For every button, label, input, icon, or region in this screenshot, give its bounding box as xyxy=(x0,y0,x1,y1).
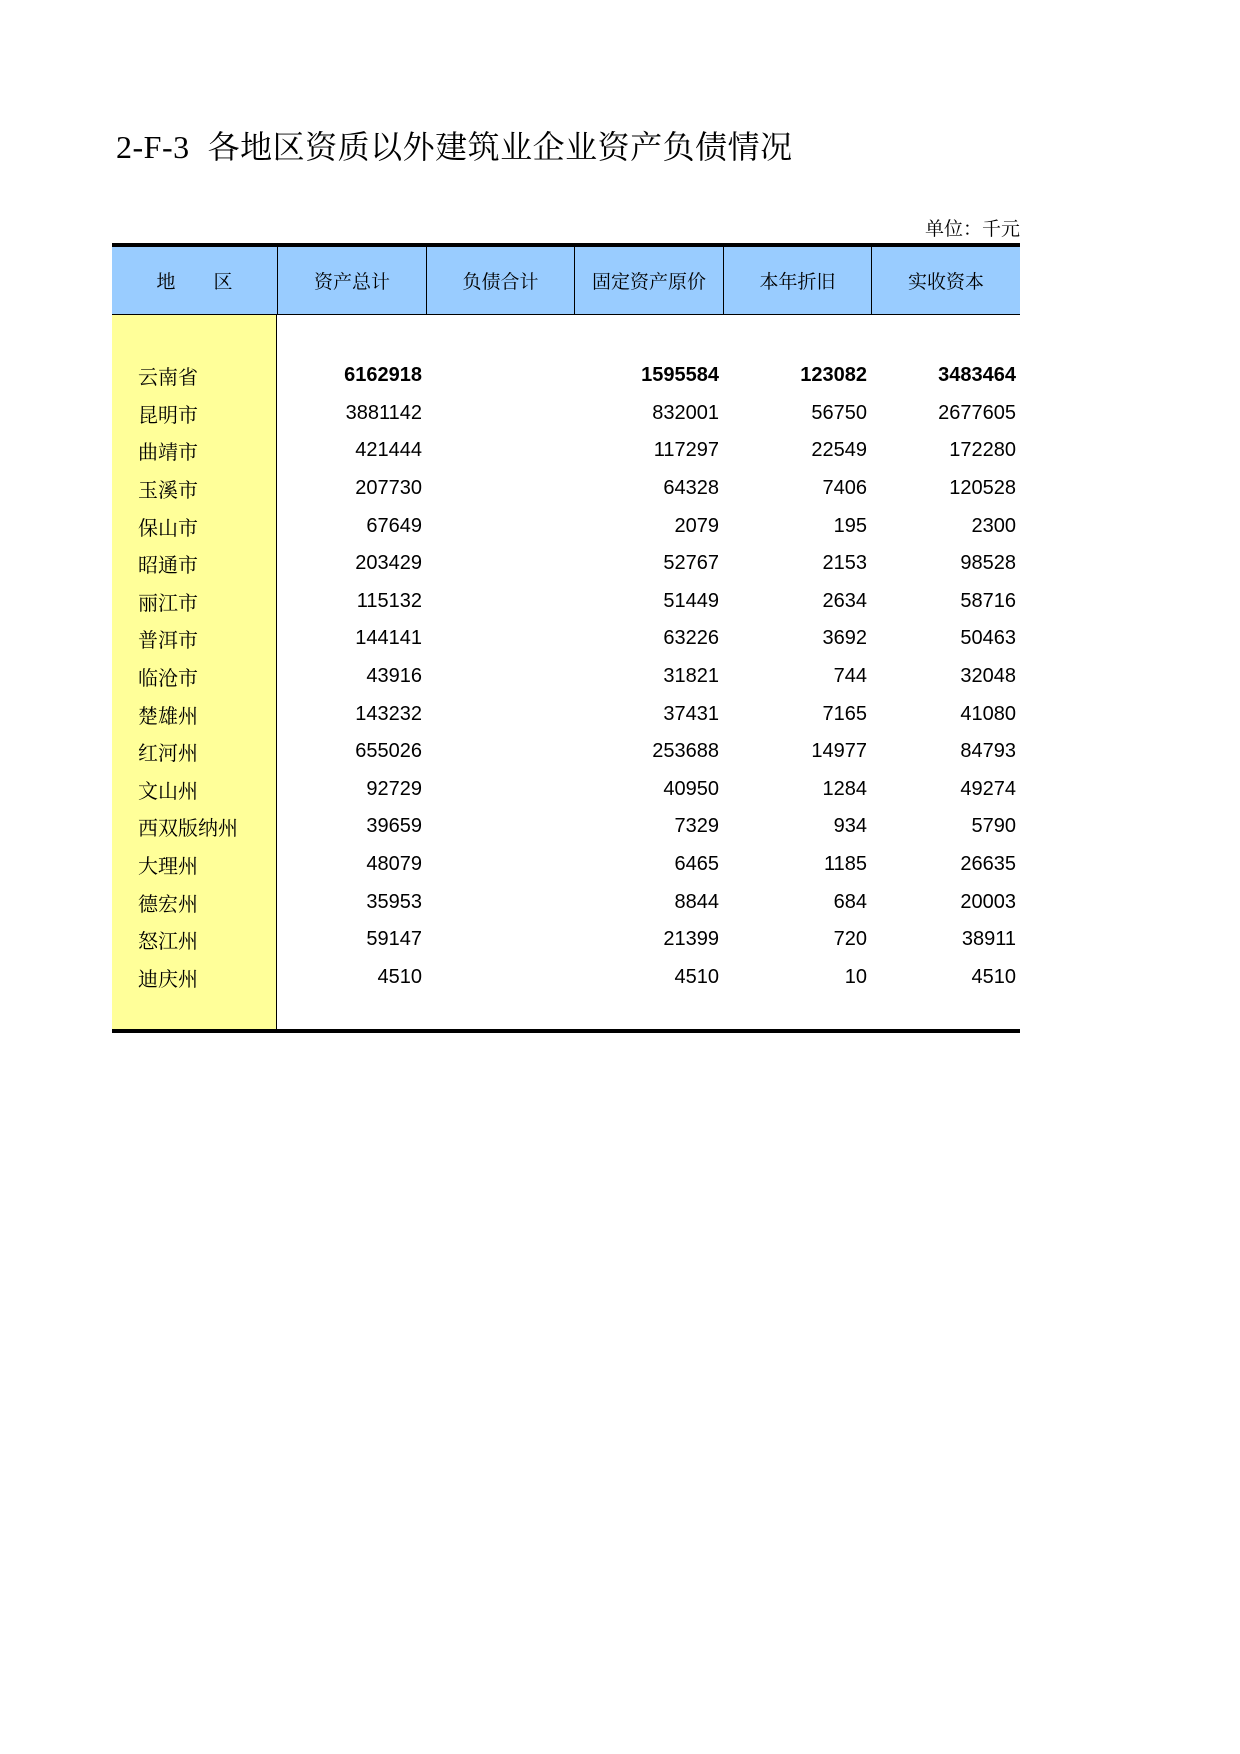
table-bottom-rule xyxy=(112,1029,1020,1033)
cell-depreciation-this-year: 684 xyxy=(833,890,867,913)
cell-paid-in-capital: 172280 xyxy=(949,439,1016,462)
cell-region: 曲靖市 xyxy=(138,440,198,465)
table-row xyxy=(112,620,1020,658)
cell-total-assets: 655026 xyxy=(355,740,422,763)
cell-paid-in-capital: 120528 xyxy=(949,477,1016,500)
header-paid-in-capital: 实收资本 xyxy=(871,247,1020,314)
cell-total-assets: 59147 xyxy=(366,928,422,951)
cell-fixed-assets-original: 21399 xyxy=(663,928,719,951)
cell-total-assets: 143232 xyxy=(355,702,422,725)
cell-fixed-assets-original: 4510 xyxy=(674,965,719,988)
cell-region: 玉溪市 xyxy=(138,478,198,503)
cell-depreciation-this-year: 22549 xyxy=(811,439,867,462)
cell-fixed-assets-original: 51449 xyxy=(663,589,719,612)
cell-fixed-assets-original: 117297 xyxy=(653,439,719,462)
cell-total-assets: 43916 xyxy=(366,665,422,688)
cell-total-assets: 203429 xyxy=(355,552,422,575)
cell-paid-in-capital: 2677605 xyxy=(938,401,1016,424)
cell-total-assets: 35953 xyxy=(366,890,422,913)
cell-paid-in-capital: 20003 xyxy=(960,890,1016,913)
cell-depreciation-this-year: 2634 xyxy=(822,589,867,612)
cell-paid-in-capital: 32048 xyxy=(960,665,1016,688)
unit-label: 单位：千元 xyxy=(924,218,1020,240)
cell-fixed-assets-original: 8844 xyxy=(674,890,719,913)
cell-total-assets: 67649 xyxy=(366,514,422,537)
cell-fixed-assets-original: 6465 xyxy=(674,853,719,876)
cell-region: 普洱市 xyxy=(138,628,198,653)
cell-fixed-assets-original: 31821 xyxy=(663,665,719,688)
cell-depreciation-this-year: 720 xyxy=(833,928,867,951)
cell-fixed-assets-original: 832001 xyxy=(652,401,719,424)
cell-paid-in-capital: 26635 xyxy=(960,853,1016,876)
cell-region: 昆明市 xyxy=(138,402,198,427)
cell-depreciation-this-year: 10 xyxy=(844,965,867,988)
cell-paid-in-capital: 2300 xyxy=(971,514,1016,537)
table-row xyxy=(112,695,1020,733)
cell-total-assets: 4510 xyxy=(377,965,422,988)
cell-fixed-assets-original: 40950 xyxy=(663,777,719,800)
cell-fixed-assets-original: 1595584 xyxy=(641,364,719,387)
cell-depreciation-this-year: 123082 xyxy=(800,364,867,387)
cell-fixed-assets-original: 63226 xyxy=(663,627,719,650)
table-row xyxy=(112,545,1020,583)
cell-total-assets: 144141 xyxy=(355,627,422,650)
cell-fixed-assets-original: 2079 xyxy=(674,514,719,537)
cell-depreciation-this-year: 1284 xyxy=(822,777,867,800)
table-row xyxy=(112,733,1020,771)
cell-paid-in-capital: 3483464 xyxy=(938,364,1016,387)
cell-depreciation-this-year: 3692 xyxy=(822,627,867,650)
cell-depreciation-this-year: 934 xyxy=(833,815,867,838)
table-header xyxy=(112,247,1020,315)
cell-paid-in-capital: 38911 xyxy=(961,928,1016,951)
cell-paid-in-capital: 5790 xyxy=(971,815,1016,838)
cell-region: 昭通市 xyxy=(138,553,198,578)
cell-total-assets: 92729 xyxy=(366,777,422,800)
cell-fixed-assets-original: 52767 xyxy=(663,552,719,575)
cell-total-assets: 421444 xyxy=(355,439,422,462)
cell-fixed-assets-original: 37431 xyxy=(663,702,719,725)
table-row xyxy=(112,959,1020,997)
cell-region: 西双版纳州 xyxy=(138,816,238,841)
cell-region: 大理州 xyxy=(138,854,198,879)
cell-depreciation-this-year: 2153 xyxy=(822,552,867,575)
cell-depreciation-this-year: 1185 xyxy=(823,853,867,876)
cell-paid-in-capital: 50463 xyxy=(960,627,1016,650)
table-row-total xyxy=(112,357,1020,395)
cell-depreciation-this-year: 7406 xyxy=(822,477,867,500)
cell-depreciation-this-year: 14977 xyxy=(811,740,867,763)
cell-total-assets: 115132 xyxy=(356,589,422,612)
table-row xyxy=(112,921,1020,959)
cell-depreciation-this-year: 744 xyxy=(833,665,867,688)
header-total-assets: 资产总计 xyxy=(277,247,426,314)
cell-region: 迪庆州 xyxy=(138,966,198,991)
cell-paid-in-capital: 98528 xyxy=(960,552,1016,575)
cell-depreciation-this-year: 56750 xyxy=(811,401,867,424)
header-total-liabilities: 负债合计 xyxy=(426,247,574,314)
cell-paid-in-capital: 84793 xyxy=(960,740,1016,763)
cell-depreciation-this-year: 195 xyxy=(833,514,867,537)
data-table xyxy=(112,243,1020,1033)
cell-region: 丽江市 xyxy=(138,590,198,615)
table-row xyxy=(112,507,1020,545)
table-row xyxy=(112,771,1020,809)
cell-total-assets: 6162918 xyxy=(344,364,422,387)
table-row xyxy=(112,658,1020,696)
cell-paid-in-capital: 4510 xyxy=(971,965,1016,988)
table-body xyxy=(112,357,1020,996)
table-row xyxy=(112,395,1020,433)
cell-paid-in-capital: 49274 xyxy=(960,777,1016,800)
cell-region: 红河州 xyxy=(138,741,198,766)
cell-region: 文山州 xyxy=(138,778,198,803)
cell-region: 云南省 xyxy=(138,365,198,390)
cell-total-assets: 39659 xyxy=(366,815,422,838)
cell-total-assets: 48079 xyxy=(366,853,422,876)
cell-fixed-assets-original: 64328 xyxy=(663,477,719,500)
page-title xyxy=(116,122,793,168)
table-code: 2-F-3 xyxy=(116,129,190,165)
cell-region: 怒江州 xyxy=(138,929,198,954)
table-row xyxy=(112,583,1020,621)
table-row xyxy=(112,808,1020,846)
cell-fixed-assets-original: 253688 xyxy=(652,740,719,763)
cell-total-assets: 207730 xyxy=(355,477,422,500)
cell-fixed-assets-original: 7329 xyxy=(674,815,719,838)
cell-region: 楚雄州 xyxy=(138,703,198,728)
table-title-text: 各地区资质以外建筑业企业资产负债情况 xyxy=(207,129,793,165)
table-row xyxy=(112,846,1020,884)
cell-region: 德宏州 xyxy=(138,891,198,916)
header-depreciation-this-year: 本年折旧 xyxy=(723,247,871,314)
table-row xyxy=(112,432,1020,470)
cell-paid-in-capital: 41080 xyxy=(960,702,1016,725)
table-row xyxy=(112,883,1020,921)
cell-region: 临沧市 xyxy=(138,666,198,691)
table-row xyxy=(112,470,1020,508)
cell-total-assets: 3881142 xyxy=(345,401,422,424)
cell-region: 保山市 xyxy=(138,515,198,540)
cell-paid-in-capital: 58716 xyxy=(960,589,1016,612)
header-fixed-assets-original: 固定资产原价 xyxy=(574,247,723,314)
cell-depreciation-this-year: 7165 xyxy=(822,702,867,725)
header-region: 地 区 xyxy=(156,271,233,293)
